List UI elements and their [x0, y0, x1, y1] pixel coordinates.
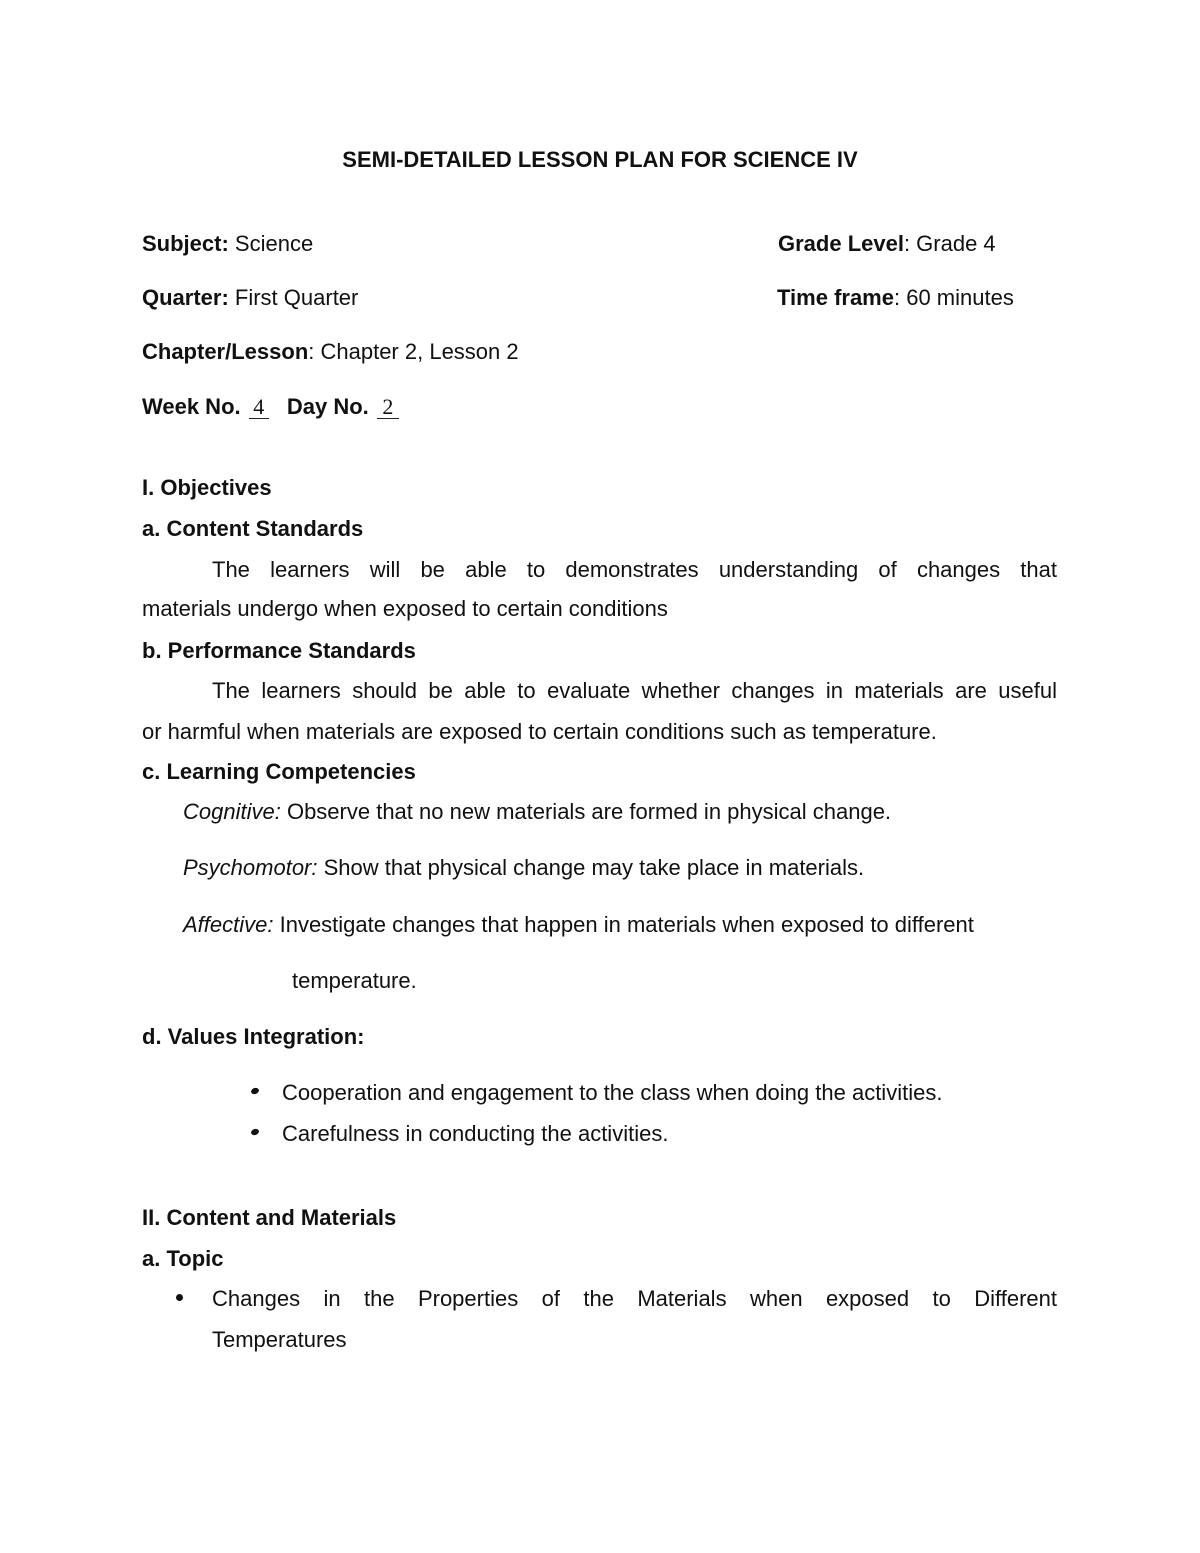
- affective-text: Investigate changes that happen in materials when exposed to different: [273, 912, 974, 937]
- quarter-value: First Quarter: [228, 285, 359, 310]
- cognitive-label: Cognitive:: [183, 799, 281, 824]
- grade-level-field: [778, 233, 996, 255]
- psychomotor-text: Show that physical change may take place in materials.: [317, 855, 865, 880]
- time-frame-label: Time frame: [777, 285, 894, 310]
- values-item-1: Cooperation and engagement to the class when doing the activities.: [282, 1080, 943, 1105]
- content-standards-heading: a. Content Standards: [142, 516, 364, 541]
- bullet-icon: [176, 1294, 183, 1301]
- psychomotor-competency: [183, 857, 864, 879]
- subject-value: Science: [228, 231, 314, 256]
- topic-line1: Changes in the Properties of the Materials when exposed to Different: [212, 1286, 1057, 1311]
- chapter-lesson-field: [142, 341, 519, 363]
- subject-field: [142, 233, 313, 255]
- week-day-field: [142, 396, 399, 419]
- time-frame-value: : 60 minutes: [893, 285, 1014, 310]
- week-label: Week No.: [142, 394, 241, 419]
- performance-standards-heading: b. Performance Standards: [142, 638, 416, 663]
- learning-competencies-heading: c. Learning Competencies: [142, 759, 416, 784]
- page-title: SEMI-DETAILED LESSON PLAN FOR SCIENCE IV: [342, 147, 858, 172]
- chapter-lesson-label: Chapter/Lesson: [142, 339, 309, 364]
- values-integration-heading: d. Values Integration:: [142, 1024, 365, 1049]
- content-materials-heading: II. Content and Materials: [142, 1205, 397, 1230]
- chapter-lesson-value: : Chapter 2, Lesson 2: [308, 339, 519, 364]
- performance-standards-text-line2: or harmful when materials are exposed to certain conditions such as temperature.: [142, 719, 937, 744]
- bullet-icon: [250, 1128, 260, 1136]
- subject-label: Subject:: [142, 231, 229, 256]
- day-label: Day No.: [286, 394, 369, 419]
- content-standards-text-line2: materials undergo when exposed to certain conditions: [142, 596, 668, 621]
- objectives-heading: I. Objectives: [142, 475, 272, 500]
- content-standards-text-line1: The learners will be able to demonstrates understanding of changes that: [212, 557, 1057, 582]
- quarter-field: [142, 287, 358, 309]
- grade-level-value: : Grade 4: [903, 231, 996, 256]
- values-item-2: Carefulness in conducting the activities.: [282, 1121, 669, 1146]
- topic-heading: a. Topic: [142, 1246, 224, 1271]
- bullet-icon: [250, 1087, 260, 1095]
- day-value: 2: [377, 396, 399, 419]
- affective-text-continued: temperature.: [292, 968, 417, 993]
- affective-competency: [183, 914, 974, 936]
- cognitive-competency: [183, 801, 891, 823]
- performance-standards-text-line1: The learners should be able to evaluate whether changes in materials are useful: [212, 678, 1057, 703]
- topic-line2: Temperatures: [212, 1327, 347, 1352]
- time-frame-field: [777, 287, 1014, 309]
- quarter-label: Quarter:: [142, 285, 229, 310]
- week-value: 4: [249, 396, 269, 419]
- affective-label: Affective:: [183, 912, 274, 937]
- grade-level-label: Grade Level: [778, 231, 904, 256]
- psychomotor-label: Psychomotor:: [183, 855, 318, 880]
- cognitive-text: Observe that no new materials are formed in physical change.: [280, 799, 892, 824]
